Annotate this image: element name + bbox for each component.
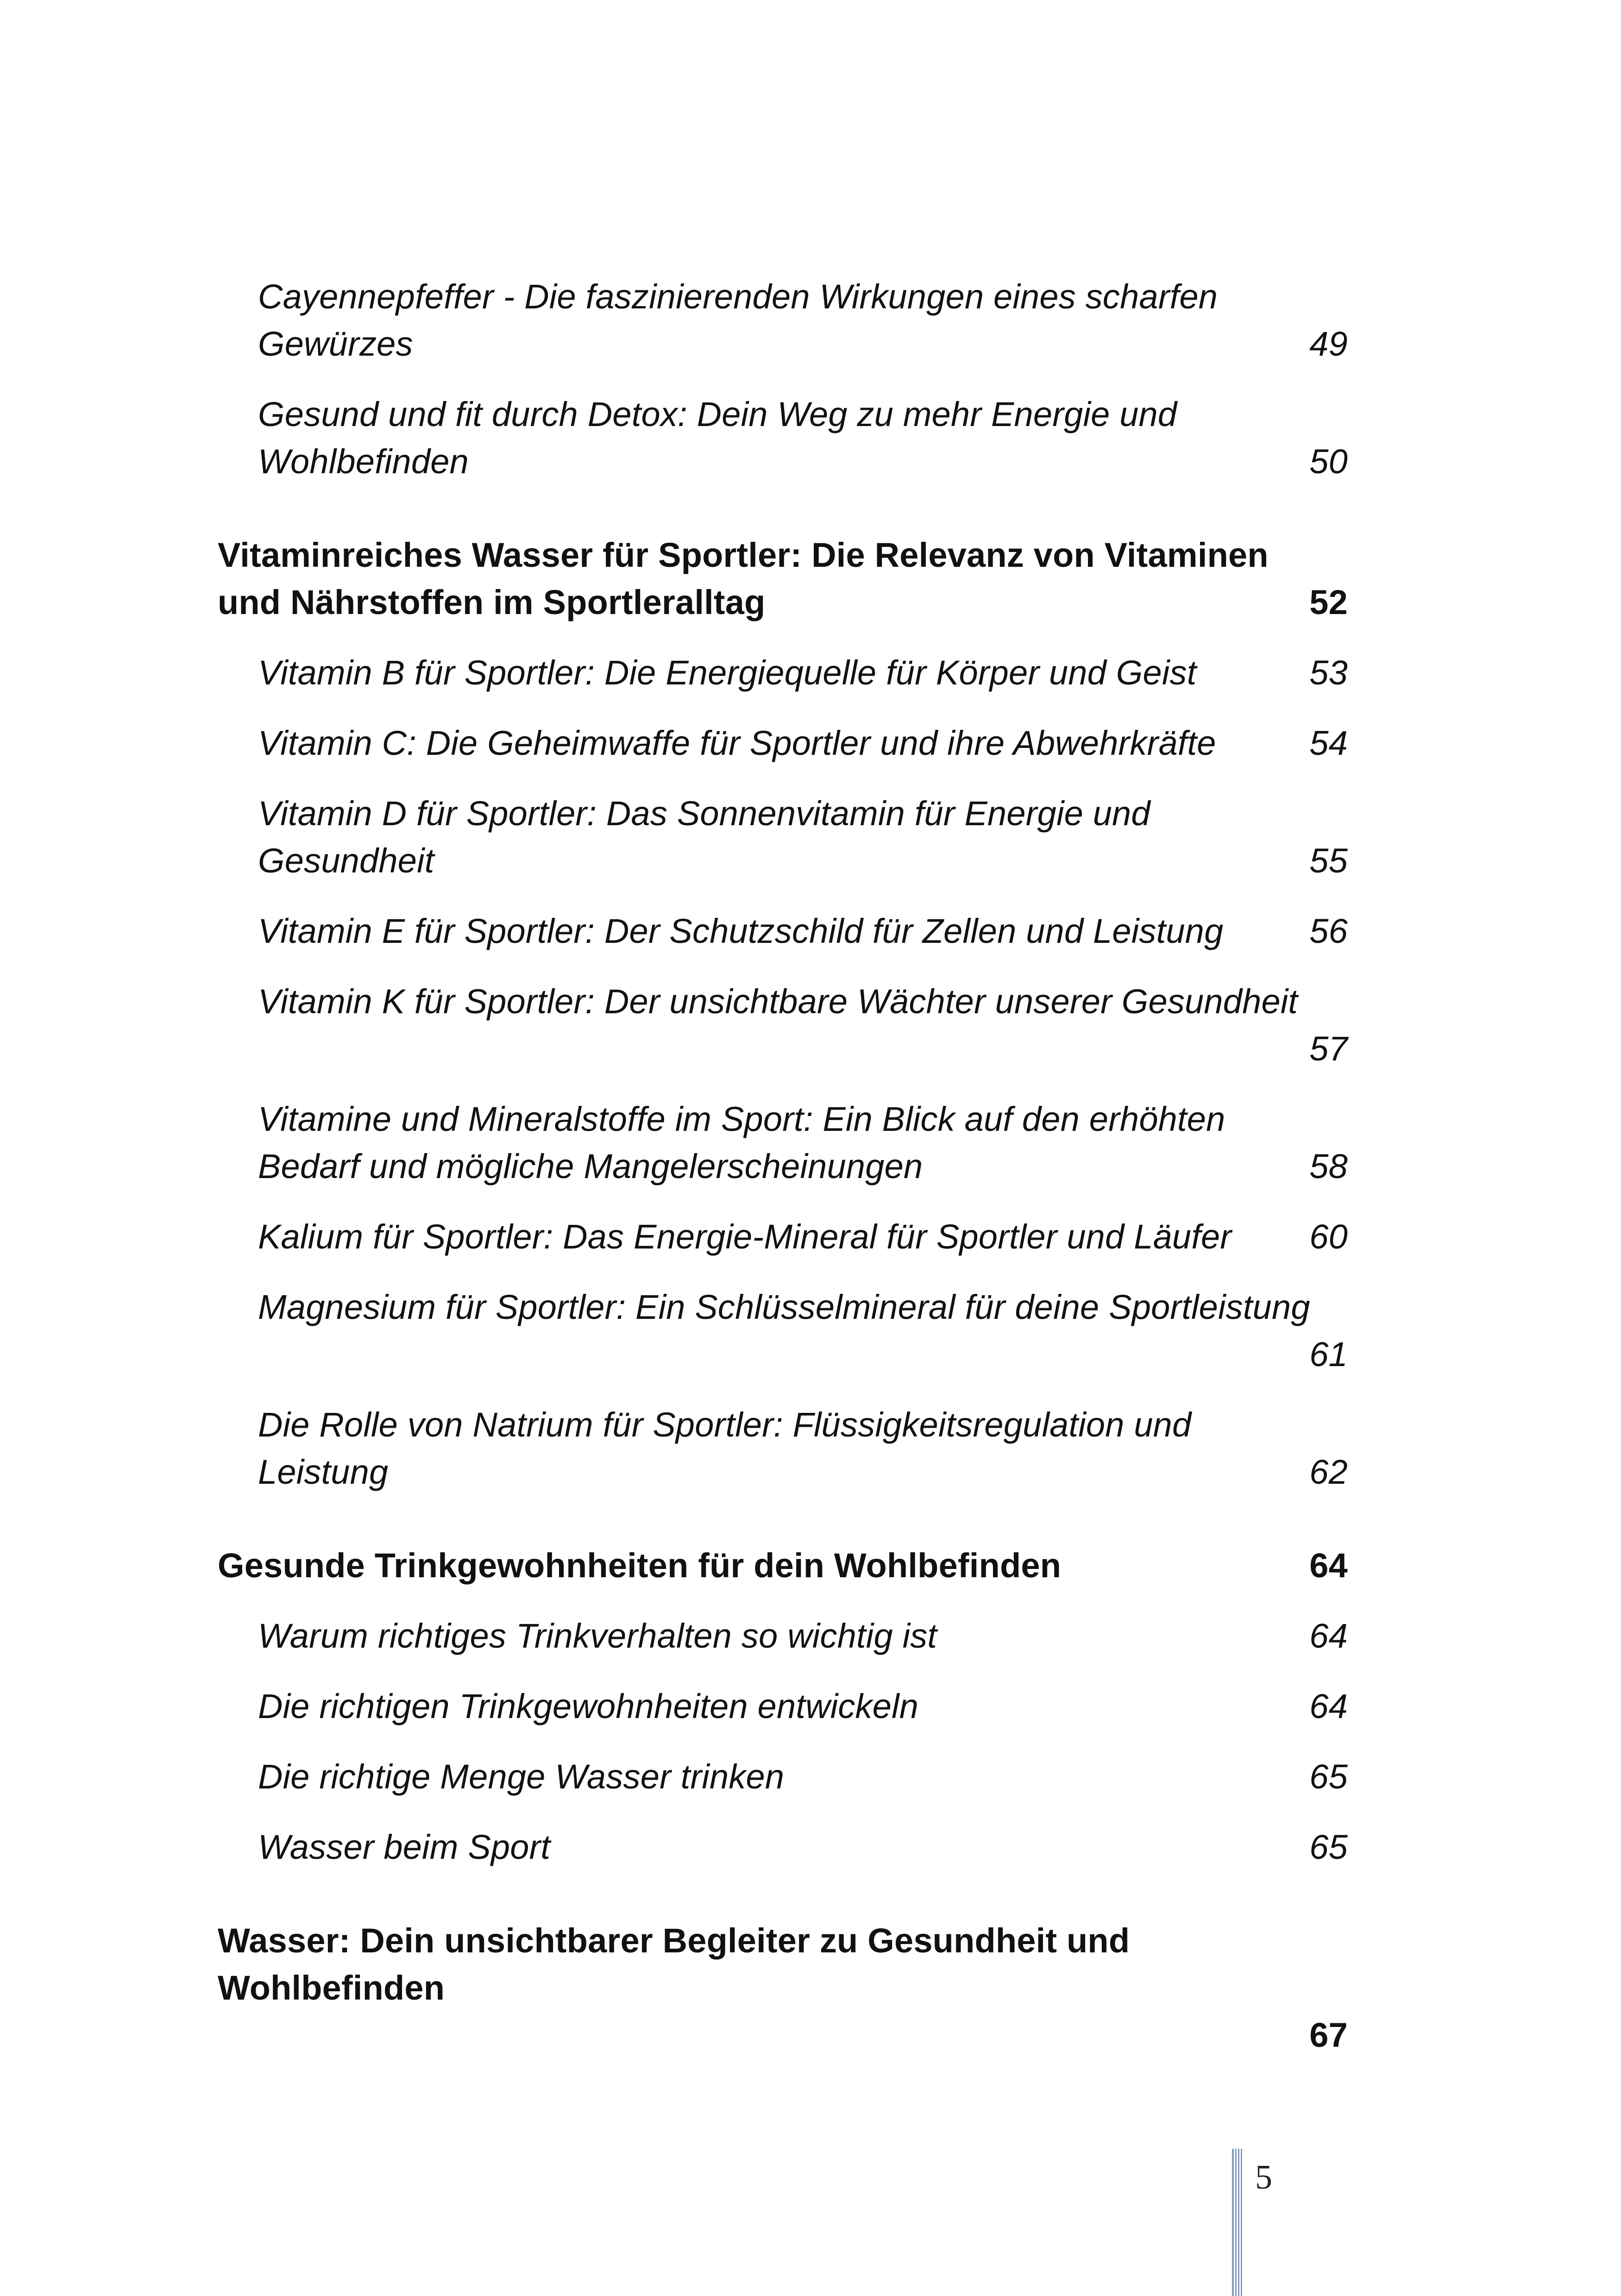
table-of-contents [218,273,1348,2059]
toc-section-entry[interactable] [258,1612,1348,1660]
toc-entry-title: Gesund und fit durch Detox: Dein Weg zu mehr Energie und Wohlbefinden [258,395,1177,481]
toc-entry-title: Warum richtiges Trinkverhalten so wichtig ist [258,1617,937,1655]
toc-entry-page-number: 52 [1309,583,1348,621]
toc-entry-title: Vitamin B für Sportler: Die Energiequelle für Körper und Geist [258,653,1197,692]
toc-entry-page-number: 65 [1309,1828,1348,1866]
toc-section-entry[interactable] [258,1753,1348,1800]
toc-entry-page-number: 65 [1309,1757,1348,1796]
toc-entry-page-number: 53 [1309,653,1348,692]
toc-entry-page-number: 56 [1309,912,1348,950]
toc-entry-page-number: 61 [1309,1335,1348,1374]
toc-entry-page-number: 49 [1309,325,1348,363]
toc-chapter-entry[interactable] [218,1542,1348,1589]
toc-entry-page-number: 57 [1309,1029,1348,1068]
toc-entry-page-number: 60 [1309,1217,1348,1256]
toc-entry-title: Vitamin E für Sportler: Der Schutzschild für Zellen und Leistung [258,912,1224,950]
toc-section-entry[interactable] [258,391,1348,485]
toc-entry-page-number: 64 [1309,1546,1348,1585]
toc-section-entry[interactable] [258,1213,1348,1261]
page-number: 5 [1255,2158,1272,2196]
toc-section-entry[interactable] [258,978,1348,1073]
toc-section-entry[interactable] [258,1683,1348,1730]
toc-entry-page-number: 62 [1309,1453,1348,1491]
footer-rule [1232,2149,1242,2296]
toc-entry-title: Die richtigen Trinkgewohnheiten entwickeln [258,1687,919,1725]
toc-section-entry[interactable] [258,1824,1348,1871]
toc-entry-page-number: 64 [1309,1617,1348,1655]
toc-entry-page-number: 67 [1309,2016,1348,2054]
toc-entry-title: Gesunde Trinkgewohnheiten für dein Wohlbefinden [218,1546,1062,1585]
toc-entry-title: Die Rolle von Natrium für Sportler: Flüssigkeitsregulation und Leistung [258,1405,1192,1491]
toc-entry-title: Magnesium für Sportler: Ein Schlüsselmineral für deine Sportleistung [258,1288,1310,1326]
toc-section-entry[interactable] [258,273,1348,368]
toc-entry-page-number: 58 [1309,1147,1348,1186]
toc-entry-title: Kalium für Sportler: Das Energie-Mineral für Sportler und Läufer [258,1217,1232,1256]
toc-entry-page-number: 55 [1309,841,1348,880]
toc-entry-title: Vitamine und Mineralstoffe im Sport: Ein Blick auf den erhöhten Bedarf und mögliche Mangelerscheinungen [258,1100,1225,1186]
toc-chapter-entry[interactable] [218,532,1348,626]
toc-entry-page-number: 50 [1309,442,1348,481]
toc-entry-title: Vitamin K für Sportler: Der unsichtbare Wächter unserer Gesundheit [258,982,1298,1021]
toc-chapter-entry[interactable] [218,1917,1348,2059]
toc-section-entry[interactable] [258,908,1348,955]
toc-section-entry[interactable] [258,720,1348,767]
toc-entry-page-number: 54 [1309,724,1348,762]
toc-section-entry[interactable] [258,1401,1348,1496]
toc-section-entry[interactable] [258,649,1348,696]
toc-section-entry[interactable] [258,1096,1348,1190]
toc-section-entry[interactable] [258,1284,1348,1378]
toc-entry-title: Cayennepfeffer - Die faszinierenden Wirkungen eines scharfen Gewürzes [258,277,1218,363]
toc-entry-title: Wasser: Dein unsichtbarer Begleiter zu Gesundheit und Wohlbefinden [218,1921,1130,2007]
toc-entry-title: Vitaminreiches Wasser für Sportler: Die Relevanz von Vitaminen und Nährstoffen im Sportleralltag [218,536,1269,621]
toc-entry-title: Wasser beim Sport [258,1828,551,1866]
toc-entry-page-number: 64 [1309,1687,1348,1725]
toc-section-entry[interactable] [258,790,1348,885]
toc-entry-title: Die richtige Menge Wasser trinken [258,1757,785,1796]
toc-entry-title: Vitamin C: Die Geheimwaffe für Sportler und ihre Abwehrkräfte [258,724,1216,762]
toc-entry-title: Vitamin D für Sportler: Das Sonnenvitamin für Energie und Gesundheit [258,794,1150,880]
